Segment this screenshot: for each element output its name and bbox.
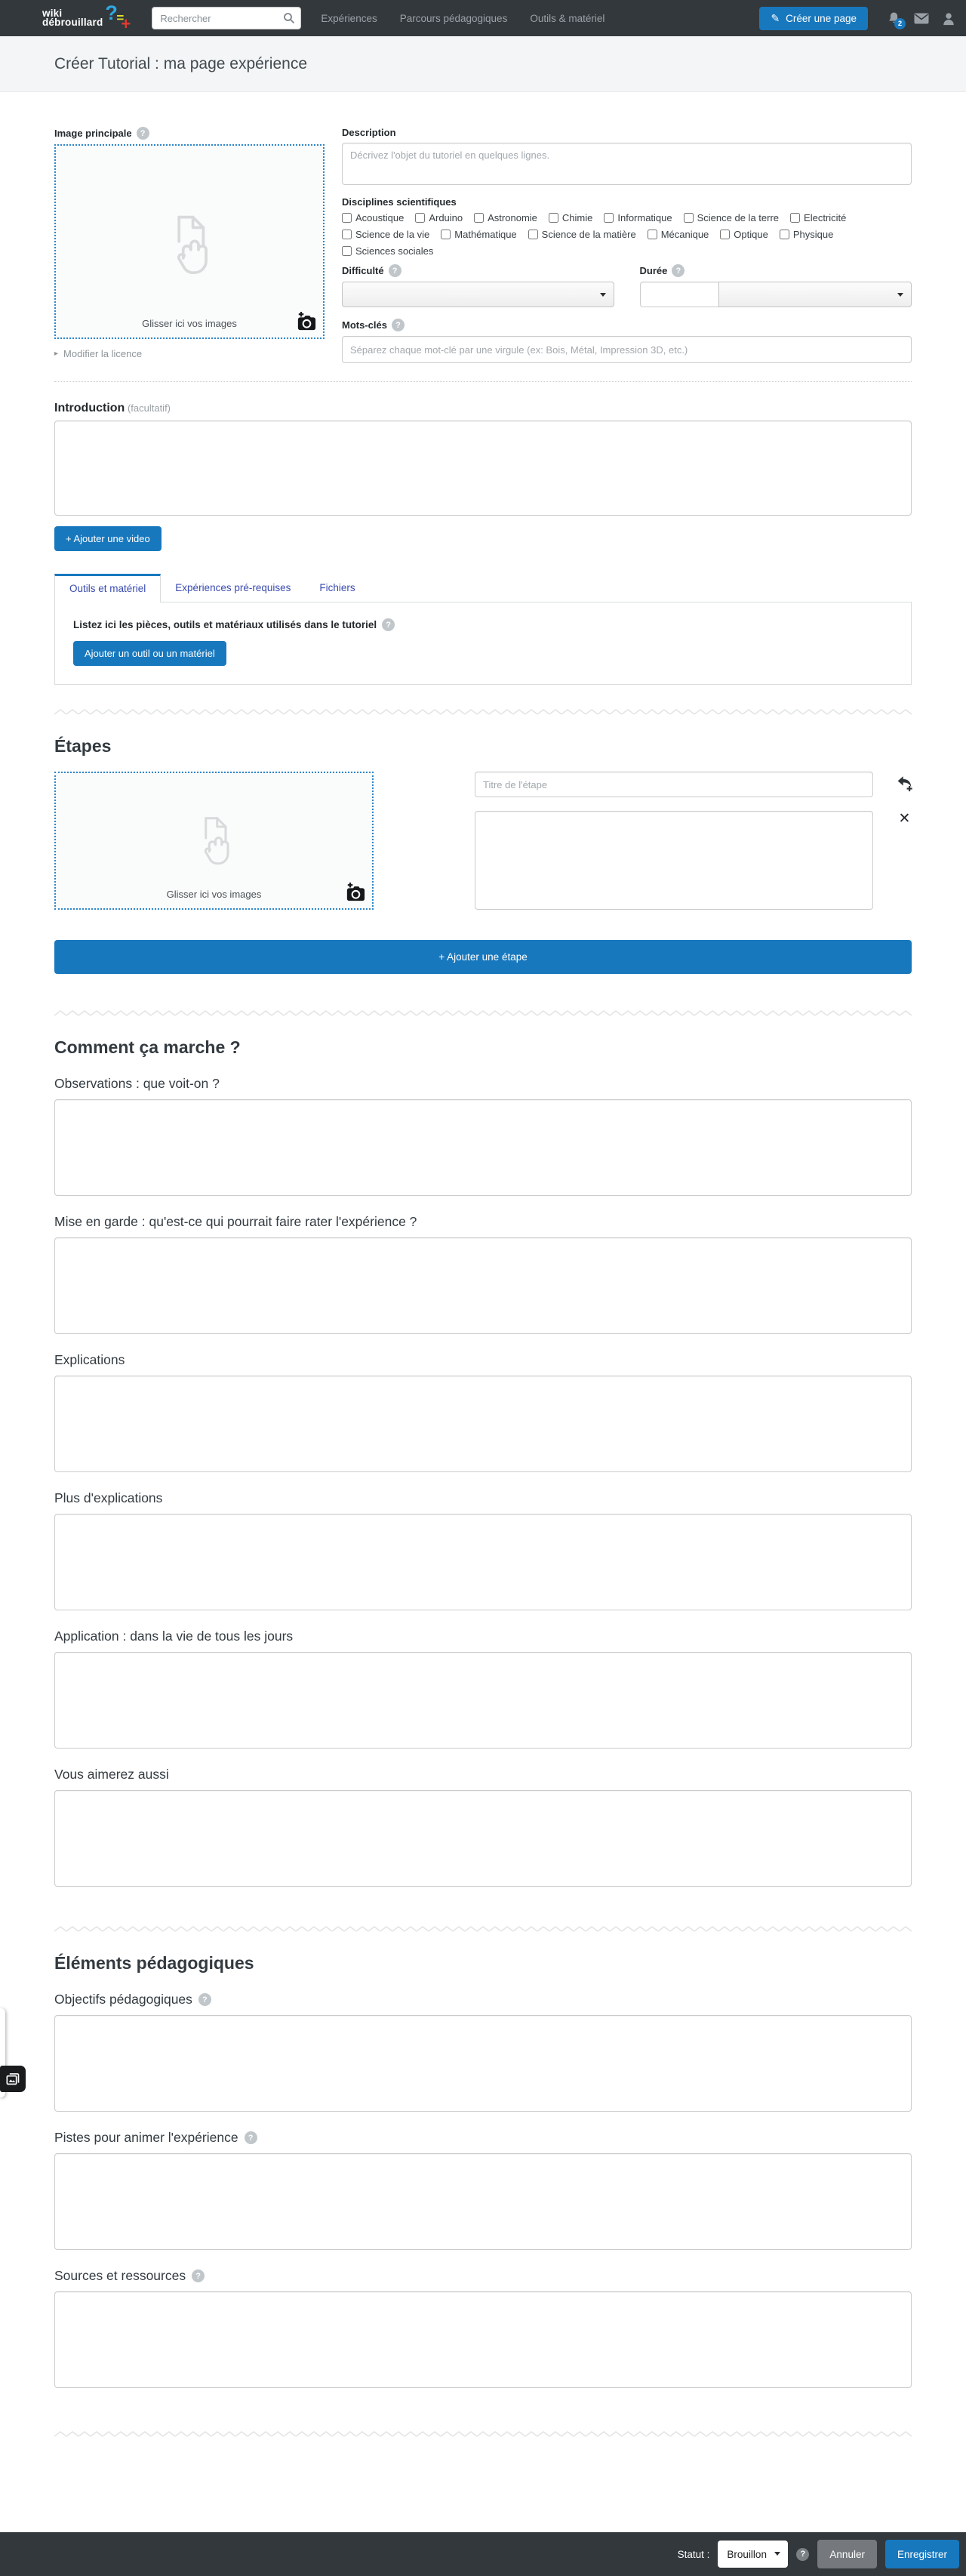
help-icon[interactable]: ? — [796, 2548, 809, 2561]
top-navbar — [0, 0, 966, 36]
discipline-checkbox[interactable]: Electricité — [790, 212, 846, 223]
help-icon[interactable]: ? — [192, 2269, 205, 2282]
modify-licence-link[interactable]: ▸ Modifier la licence — [54, 348, 143, 359]
nav-experiences[interactable]: Expériences — [321, 12, 377, 24]
help-icon[interactable]: ? — [389, 264, 401, 277]
help-icon[interactable]: ? — [198, 1993, 211, 2006]
introduction-label: Introduction — [54, 402, 125, 414]
introduction-textarea[interactable] — [54, 421, 912, 516]
checkbox[interactable] — [342, 213, 352, 223]
chevron-down-icon — [774, 2552, 780, 2556]
delete-step-icon[interactable]: ✕ — [898, 811, 911, 827]
how-it-works-heading: Comment ça marche ? — [54, 1037, 241, 1057]
cancel-button[interactable]: Annuler — [817, 2540, 877, 2568]
disciplines-row-3 — [342, 245, 912, 257]
chevron-down-icon — [897, 293, 903, 297]
objectifs-textarea[interactable] — [54, 2015, 912, 2112]
add-video-button[interactable]: + Ajouter une video — [54, 526, 162, 551]
discipline-checkbox[interactable]: Astronomie — [474, 212, 537, 223]
observations-textarea[interactable] — [54, 1099, 912, 1196]
disciplines-label: Disciplines scientifiques — [342, 196, 457, 208]
create-page-button[interactable] — [759, 7, 868, 30]
checkbox[interactable] — [474, 213, 484, 223]
page-title: Créer Tutorial : ma page expérience — [54, 55, 308, 72]
notifications-button[interactable] — [887, 11, 901, 26]
discipline-checkbox[interactable]: Science de la vie — [342, 229, 429, 240]
disciplines-row-1 — [342, 212, 912, 223]
plus-explications-heading: Plus d'explications — [54, 1490, 163, 1505]
create-page-label: Créer une page — [786, 12, 857, 24]
help-icon[interactable]: ? — [382, 618, 395, 631]
main-image-dropzone[interactable] — [54, 144, 325, 339]
logo-marks-icon: ? = + — [105, 2, 131, 33]
steps-heading: Étapes — [54, 736, 112, 756]
checkbox[interactable] — [684, 213, 694, 223]
account-button[interactable] — [942, 11, 955, 26]
save-button[interactable]: Enregistrer — [885, 2540, 959, 2568]
checkbox[interactable] — [790, 213, 800, 223]
camera-icon[interactable] — [345, 883, 366, 902]
logo-text — [42, 9, 103, 28]
messages-button[interactable] — [914, 13, 929, 24]
checkbox[interactable] — [415, 213, 425, 223]
dotted-separator — [54, 381, 912, 382]
drag-image-icon — [162, 214, 217, 283]
keywords-label: Mots-clés — [342, 319, 387, 331]
main-nav — [321, 13, 605, 24]
checkbox[interactable] — [528, 230, 538, 239]
insert-step-icon[interactable] — [896, 775, 913, 792]
keywords-input[interactable] — [342, 336, 912, 363]
camera-icon[interactable] — [296, 312, 317, 331]
search-icon[interactable] — [283, 12, 295, 24]
checkbox[interactable] — [342, 230, 352, 239]
dropzone-caption: Glisser ici vos images — [142, 318, 237, 329]
mise-en-garde-textarea[interactable] — [54, 1237, 912, 1334]
duration-unit-select[interactable] — [718, 282, 912, 307]
step-image-dropzone[interactable] — [54, 772, 374, 910]
tools-tab-bar — [54, 574, 912, 602]
logo-line1: wiki — [42, 7, 63, 19]
zigzag-separator — [54, 2430, 912, 2439]
sources-heading: Sources et ressources — [54, 2268, 186, 2283]
vous-aimerez-heading: Vous aimerez aussi — [54, 1767, 169, 1782]
checkbox[interactable] — [604, 213, 614, 223]
tab-fichiers[interactable]: Fichiers — [319, 582, 355, 593]
mail-icon — [914, 13, 929, 24]
gallery-icon — [5, 2072, 20, 2087]
sources-textarea[interactable] — [54, 2291, 912, 2388]
checkbox[interactable] — [549, 213, 558, 223]
zigzag-separator — [54, 707, 912, 716]
plus-explications-textarea[interactable] — [54, 1514, 912, 1610]
discipline-checkbox[interactable]: Sciences sociales — [342, 245, 433, 257]
search-box — [152, 7, 301, 29]
mise-en-garde-heading: Mise en garde : qu'est-ce qui pourrait faire rater l'expérience ? — [54, 1214, 417, 1229]
difficulty-label: Difficulté — [342, 265, 384, 276]
drag-image-icon — [192, 815, 237, 872]
vous-aimerez-textarea[interactable] — [54, 1790, 912, 1887]
tools-tab-panel — [54, 602, 912, 685]
nav-parcours-pedagogiques[interactable]: Parcours pédagogiques — [399, 12, 508, 24]
duration-label: Durée — [639, 265, 668, 276]
zigzag-separator — [54, 1924, 912, 1934]
navbar-right — [759, 7, 955, 30]
status-value: Brouillon — [727, 2548, 767, 2560]
checkbox[interactable] — [780, 230, 789, 239]
status-select[interactable] — [718, 2541, 788, 2568]
application-textarea[interactable] — [54, 1652, 912, 1749]
main-image-label: Image principale — [54, 128, 132, 139]
pencil-icon: ✎ — [771, 12, 780, 24]
discipline-checkbox[interactable]: Science de la terre — [684, 212, 779, 223]
tab-experiences-pre-requises[interactable]: Expériences pré-requises — [175, 582, 291, 593]
dropzone-caption: Glisser ici vos images — [166, 889, 262, 900]
discipline-checkbox[interactable]: Science de la matière — [528, 229, 636, 240]
pedagogy-heading: Éléments pédagogiques — [54, 1953, 254, 1973]
logo-line2: débrouillard — [42, 17, 103, 28]
discipline-checkbox[interactable]: Mécanique — [648, 229, 709, 240]
step-text-textarea[interactable] — [475, 811, 873, 910]
explications-textarea[interactable] — [54, 1376, 912, 1472]
tab-outils-et-materiel[interactable]: Outils et matériel — [54, 574, 161, 602]
nav-outils-materiel[interactable]: Outils & matériel — [530, 12, 605, 24]
discipline-checkbox[interactable]: Arduino — [415, 212, 463, 223]
checkbox[interactable] — [342, 246, 352, 256]
images-panel-button[interactable] — [0, 2066, 26, 2092]
disciplines-row-2 — [342, 229, 912, 240]
optional-hint: (facultatif) — [127, 402, 171, 414]
objectifs-heading: Objectifs pédagogiques — [54, 1992, 192, 2007]
title-band — [0, 36, 966, 92]
step-editor — [54, 772, 912, 910]
add-tool-button[interactable]: Ajouter un outil ou un matériel — [73, 641, 226, 666]
difficulty-select[interactable] — [342, 282, 614, 307]
step-title-input[interactable] — [475, 772, 873, 797]
discipline-checkbox[interactable]: Informatique — [604, 212, 672, 223]
tutorial-form — [0, 92, 966, 2514]
observations-heading: Observations : que voit-on ? — [54, 1076, 220, 1091]
logo[interactable] — [42, 2, 132, 33]
description-label: Description — [342, 127, 396, 138]
checkbox[interactable] — [720, 230, 730, 239]
discipline-checkbox[interactable]: Acoustique — [342, 212, 404, 223]
description-textarea[interactable] — [342, 143, 912, 185]
tools-instruction: Listez ici les pièces, outils et matériaux utilisés dans le tutoriel — [73, 619, 377, 630]
application-heading: Application : dans la vie de tous les jours — [54, 1628, 294, 1644]
help-icon[interactable]: ? — [672, 264, 685, 277]
discipline-checkbox[interactable]: Mathématique — [441, 229, 516, 240]
help-icon[interactable]: ? — [392, 319, 405, 331]
help-icon[interactable]: ? — [137, 127, 149, 140]
discipline-checkbox[interactable]: Optique — [720, 229, 768, 240]
discipline-checkbox[interactable]: Chimie — [549, 212, 592, 223]
pistes-heading: Pistes pour animer l'expérience — [54, 2130, 238, 2145]
user-icon — [942, 11, 955, 26]
add-step-button[interactable]: + Ajouter une étape — [54, 940, 912, 974]
zigzag-separator — [54, 1009, 912, 1018]
chevron-down-icon — [600, 293, 606, 297]
discipline-checkbox[interactable]: Physique — [780, 229, 833, 240]
media-drawer-handle[interactable] — [0, 2008, 5, 2097]
notification-badge: 2 — [894, 18, 906, 29]
action-footer — [0, 2532, 966, 2576]
checkbox[interactable] — [648, 230, 657, 239]
search-input[interactable] — [152, 7, 301, 29]
help-icon[interactable]: ? — [245, 2131, 257, 2144]
duration-value-input[interactable] — [640, 282, 718, 307]
status-label: Statut : — [677, 2548, 710, 2560]
explications-heading: Explications — [54, 1352, 125, 1367]
triangle-right-icon: ▸ — [54, 350, 59, 358]
checkbox[interactable] — [441, 230, 451, 239]
pistes-textarea[interactable] — [54, 2153, 912, 2250]
